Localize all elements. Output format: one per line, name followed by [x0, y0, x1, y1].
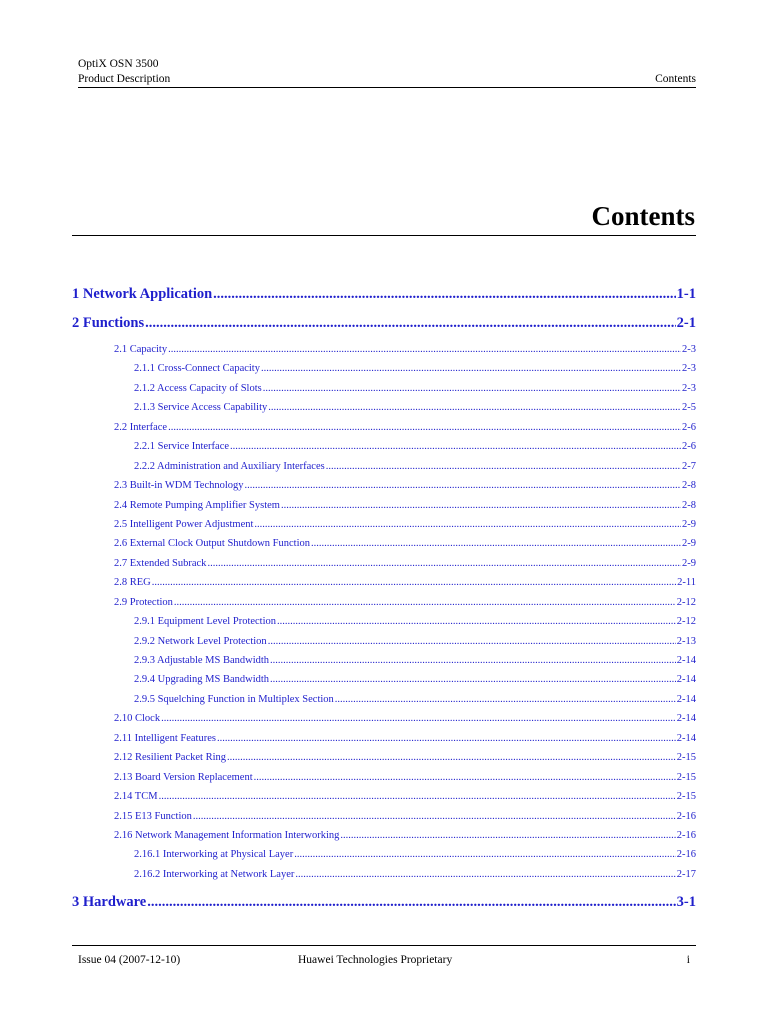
toc-entry[interactable] [72, 379, 696, 398]
toc-entry[interactable] [72, 748, 696, 767]
toc-entry-title: 2.16 Network Management Information Interworking [114, 829, 340, 841]
toc-entry[interactable] [72, 807, 696, 826]
toc-entry-page: 2-3 [682, 344, 696, 355]
toc-entry[interactable] [72, 496, 696, 515]
toc-entry-title: 2.16.1 Interworking at Physical Layer [134, 849, 294, 861]
toc-entry-page: 2-9 [682, 557, 696, 569]
toc-dot-leader [168, 340, 681, 359]
toc-dot-leader [174, 593, 676, 612]
toc-entry-title: 2.9.5 Squelching Function in Multiplex Section [134, 693, 334, 705]
page-header [78, 57, 696, 87]
toc-entry-page: 2-8 [682, 499, 696, 511]
toc-entry-page: 2-12 [676, 596, 696, 608]
title-divider [72, 235, 696, 236]
toc-entry-title: 2.12 Resilient Packet Ring [114, 752, 226, 764]
toc-dot-leader [294, 845, 676, 864]
toc-entry-page: 2-3 [682, 382, 696, 394]
header-section: Contents [655, 73, 696, 85]
toc-dot-leader [193, 807, 676, 826]
page-title: Contents [591, 201, 695, 231]
toc-entry-title: 2.1.3 Service Access Capability [134, 402, 268, 414]
toc-entry-title: 2.2.1 Service Interface [134, 441, 230, 453]
toc-entry-page: 2-7 [682, 460, 696, 472]
toc-entry-page: 2-12 [676, 616, 696, 628]
toc-dot-leader [277, 612, 676, 631]
toc-entry-title: 2.1.1 Cross-Connect Capacity [134, 363, 260, 375]
toc-entry-page: 2-13 [676, 635, 696, 647]
toc-dot-leader [311, 534, 681, 553]
toc-entry[interactable] [72, 515, 696, 534]
toc-entry[interactable] [72, 826, 696, 845]
toc-entry-title: 2.9 Protection [114, 596, 173, 608]
toc-entry-title: 2.9.3 Adjustable MS Bandwidth [134, 655, 270, 666]
toc-dot-leader [230, 437, 681, 456]
toc-dot-leader [217, 729, 676, 748]
toc-entry-title: 2.5 Intelligent Power Adjustment [114, 518, 254, 530]
toc-dot-leader [145, 312, 676, 334]
toc-dot-leader [245, 476, 681, 495]
toc-dot-leader [263, 379, 681, 398]
header-product: OptiX OSN 3500 [78, 58, 159, 70]
footer-page-number: i [686, 954, 690, 966]
toc-entry-page: 2-14 [676, 732, 696, 744]
toc-dot-leader [213, 283, 675, 305]
toc-dot-leader [326, 457, 681, 476]
toc-entry[interactable] [72, 418, 696, 437]
toc-entry-title: 2.15 E13 Function [114, 810, 192, 822]
toc-entry-page: 2-9 [682, 518, 696, 530]
toc-entry[interactable] [72, 729, 696, 748]
toc-entry-page: 2-16 [676, 810, 696, 822]
toc-entry-title: 2.3 Built-in WDM Technology [114, 480, 244, 492]
toc-entry-title: 2.10 Clock [114, 713, 161, 725]
toc-entry-title: 2.16.2 Interworking at Network Layer [134, 868, 295, 880]
toc-dot-leader [254, 515, 681, 534]
toc-dot-leader [254, 768, 676, 787]
toc-entry-page: 2-1 [676, 315, 696, 331]
toc-dot-leader [340, 826, 675, 845]
toc-entry-page: 2-15 [676, 771, 696, 783]
toc-entry-title: 2.13 Board Version Replacement [114, 771, 253, 783]
toc-entry-page: 2-14 [676, 693, 696, 705]
toc-entry-page: 2-15 [676, 752, 696, 764]
toc-entry-title: 2.6 External Clock Output Shutdown Function [114, 538, 310, 550]
toc-entry[interactable] [72, 651, 696, 670]
toc-entry[interactable] [72, 891, 696, 919]
table-of-contents [72, 283, 696, 919]
toc-entry[interactable] [72, 709, 696, 728]
footer-proprietary: Huawei Technologies Proprietary [298, 954, 453, 966]
toc-entry-page: 2-9 [682, 538, 696, 550]
toc-entry[interactable] [72, 845, 696, 864]
toc-entry-title: 2.8 REG [114, 577, 151, 589]
toc-dot-leader [270, 670, 676, 689]
toc-entry[interactable] [72, 865, 696, 884]
toc-entry-title: 3 Hardware [72, 894, 147, 911]
toc-dot-leader [261, 359, 681, 378]
toc-dot-leader [268, 632, 676, 651]
toc-entry-title: 1 Network Application [72, 286, 213, 302]
toc-dot-leader [152, 573, 676, 592]
toc-entry[interactable] [72, 690, 696, 709]
toc-entry-page: 2-8 [682, 480, 696, 492]
toc-entry[interactable] [72, 554, 696, 573]
toc-entry[interactable] [72, 573, 696, 592]
toc-entry-title: 2.4 Remote Pumping Amplifier System [114, 499, 280, 511]
toc-entry-title: 2.7 Extended Subrack [114, 557, 207, 569]
toc-dot-leader [147, 891, 675, 913]
toc-entry[interactable] [72, 457, 696, 476]
toc-entry-title: 2.9.1 Equipment Level Protection [134, 616, 277, 628]
toc-entry[interactable] [72, 312, 696, 340]
toc-dot-leader [227, 748, 676, 767]
toc-entry[interactable] [72, 534, 696, 553]
toc-entry-title: 2.2.2 Administration and Auxiliary Interfaces [134, 460, 325, 472]
footer-divider [72, 945, 696, 946]
toc-entry[interactable] [72, 670, 696, 689]
toc-entry-page: 3-1 [676, 894, 696, 911]
toc-entry-page: 2-6 [682, 441, 696, 453]
toc-dot-leader [295, 865, 675, 884]
toc-dot-leader [335, 690, 676, 709]
toc-dot-leader [281, 496, 681, 515]
toc-entry[interactable] [72, 359, 696, 378]
toc-dot-leader [207, 554, 681, 573]
toc-entry-title: 2 Functions [72, 315, 145, 331]
header-divider [78, 87, 696, 88]
toc-entry-title: 2.9.2 Network Level Protection [134, 635, 267, 647]
toc-entry-title: 2.2 Interface [114, 421, 168, 433]
toc-entry-page: 2-16 [676, 829, 696, 841]
toc-entry-page: 2-14 [676, 655, 696, 666]
toc-entry-title: 2.9.4 Upgrading MS Bandwidth [134, 674, 270, 686]
toc-entry-page: 2-15 [676, 791, 696, 803]
toc-entry-page: 2-3 [682, 363, 696, 375]
toc-entry-title: 2.11 Intelligent Features [114, 732, 216, 744]
toc-entry-page: 2-16 [676, 849, 696, 861]
header-doc-type: Product Description [78, 73, 171, 85]
toc-entry[interactable] [72, 787, 696, 806]
toc-dot-leader [168, 418, 681, 437]
toc-entry[interactable] [72, 612, 696, 631]
toc-dot-leader [161, 709, 676, 728]
toc-entry[interactable] [72, 632, 696, 651]
toc-entry[interactable] [72, 398, 696, 417]
toc-entry-page: 2-11 [677, 577, 696, 589]
toc-entry[interactable] [72, 340, 696, 359]
toc-entry-page: 2-17 [676, 868, 696, 880]
toc-entry-page: 2-14 [676, 713, 696, 725]
toc-entry-title: 2.1.2 Access Capacity of Slots [134, 382, 262, 394]
toc-entry[interactable] [72, 476, 696, 495]
toc-dot-leader [268, 398, 681, 417]
toc-entry[interactable] [72, 437, 696, 456]
toc-entry-page: 2-5 [682, 402, 696, 414]
toc-dot-leader [270, 651, 676, 670]
toc-entry-page: 2-14 [676, 674, 696, 686]
toc-entry-title: 2.14 TCM [114, 791, 158, 803]
toc-entry[interactable] [72, 593, 696, 612]
toc-entry[interactable] [72, 768, 696, 787]
footer-issue: Issue 04 (2007-12-10) [78, 954, 181, 966]
toc-dot-leader [159, 787, 676, 806]
toc-entry-page: 1-1 [676, 286, 696, 302]
toc-entry-page: 2-6 [682, 421, 696, 433]
toc-entry[interactable] [72, 283, 696, 312]
toc-entry-title: 2.1 Capacity [114, 344, 168, 355]
